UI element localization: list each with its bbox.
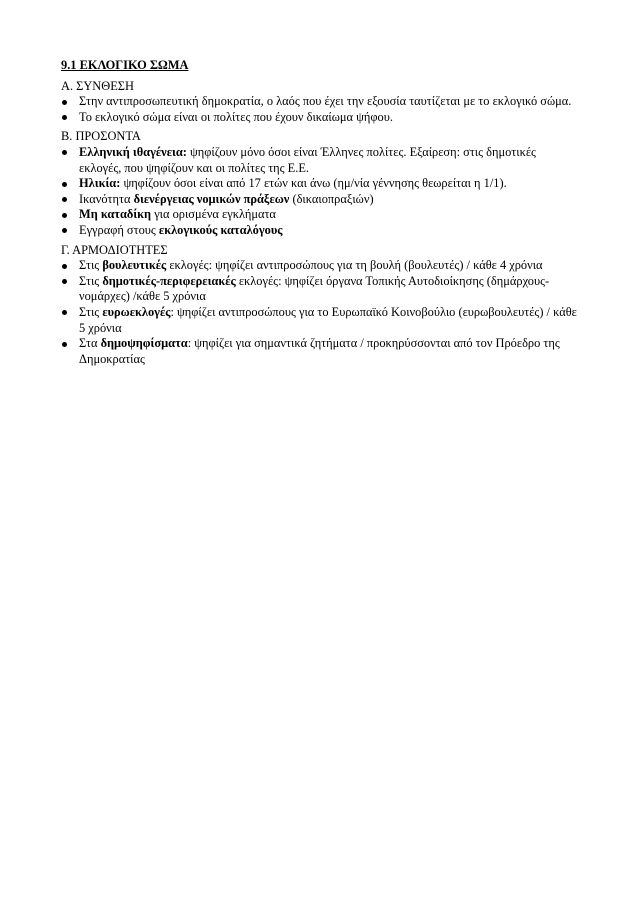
item-text-bold: Ελληνική ιθαγένεια: — [79, 144, 187, 159]
list-item — [61, 192, 581, 208]
list-item — [61, 336, 581, 367]
list-item — [61, 176, 581, 192]
item-text-bold: βουλευτικές — [102, 258, 167, 273]
item-text-post: εκλογές: ψηφίζει όργανα Τοπικής Αυτοδιοίκησης (δημάρχους-νομάρχες) /κάθε 5 χρόνια — [79, 273, 550, 304]
item-text-bold: δημοψηφίσματα — [100, 336, 188, 351]
list-item — [61, 258, 581, 274]
section-heading: Γ. ΑΡΜΟΔΙΟΤΗΤΕΣ — [61, 242, 168, 257]
item-text-post: ψηφίζουν μόνο όσοι είναι Έλληνες πολίτες. Εξαίρεση: στις δημοτικές εκλογές, που ψηφίζουν και οι πολίτες της Ε.Ε. — [79, 144, 536, 175]
bullet-icon — [62, 115, 67, 120]
item-text-post: για ορισμένα εγκλήματα — [151, 207, 276, 222]
item-text-bold: διενέργειας νομικών πράξεων — [133, 191, 290, 206]
bullet-icon — [62, 342, 67, 347]
bullet-icon — [62, 100, 67, 105]
item-text-bold: εκλογικούς καταλόγους — [158, 222, 283, 237]
item-text-post: ψηφίζουν όσοι είναι από 17 ετών και άνω (ημ/νία γέννησης θεωρείται η 1/1). — [120, 176, 507, 191]
item-text-pre: Στις — [79, 304, 103, 319]
bullet-list — [61, 94, 581, 125]
item-text-pre: Εγγραφή στους — [79, 222, 159, 237]
bullet-icon — [62, 228, 67, 233]
document-page — [61, 58, 581, 371]
bullet-icon — [62, 213, 67, 218]
item-text-pre: Στα — [79, 336, 101, 351]
section-heading: Β. ΠΡΟΣΟΝΤΑ — [61, 129, 141, 144]
item-text-pre: Στις — [79, 273, 103, 288]
list-item — [61, 223, 581, 239]
item-text: Το εκλογικό σώμα είναι οι πολίτες που έχουν δικαίωμα ψήφου. — [79, 109, 393, 124]
item-text-post: (δικαιοπραξιών) — [289, 191, 374, 206]
item-text-bold: δημοτικές-περιφερειακές — [102, 273, 236, 288]
section-qualifications — [61, 129, 581, 238]
item-text-pre: Ικανότητα — [79, 191, 134, 206]
bullet-icon — [62, 197, 67, 202]
bullet-icon — [62, 264, 67, 269]
bullet-icon — [62, 150, 67, 155]
item-text-bold: Μη καταδίκη — [79, 207, 152, 222]
bullet-icon — [62, 182, 67, 187]
list-item — [61, 145, 581, 176]
list-item — [61, 94, 581, 110]
bullet-list — [61, 145, 581, 239]
bullet-icon — [62, 279, 67, 284]
bullet-list — [61, 258, 581, 367]
item-text-post: εκλογές: ψηφίζει αντιπροσώπους για τη βουλή (βουλευτές) / κάθε 4 χρόνια — [166, 258, 543, 273]
item-text: Στην αντιπροσωπευτική δημοκρατία, ο λαός που έχει την εξουσία ταυτίζεται με το εκλογικό σώμα. — [79, 94, 572, 109]
item-text-post: : ψηφίζει αντιπροσώπους για το Ευρωπαϊκό Κοινοβούλιο (ευρωβουλευτές) / κάθε 5 χρόνια — [79, 304, 577, 335]
item-text-pre: Στις — [79, 258, 103, 273]
section-heading: Α. ΣΥΝΘΕΣΗ — [61, 78, 134, 93]
section-competences — [61, 243, 581, 368]
item-text-bold: ευρωεκλογές — [102, 304, 171, 319]
section-synthesis — [61, 79, 581, 126]
list-item — [61, 207, 581, 223]
list-item — [61, 274, 581, 305]
item-text-post: : ψηφίζει για σημαντικά ζητήματα / προκηρύσσονται από τον Πρόεδρο της Δημοκρατίας — [79, 336, 560, 366]
document-title: 9.1 ΕΚΛΟΓΙΚΟ ΣΩΜΑ — [61, 58, 189, 72]
list-item — [61, 110, 581, 126]
list-item — [61, 305, 581, 336]
item-text-bold: Ηλικία: — [79, 176, 121, 191]
bullet-icon — [62, 310, 67, 315]
